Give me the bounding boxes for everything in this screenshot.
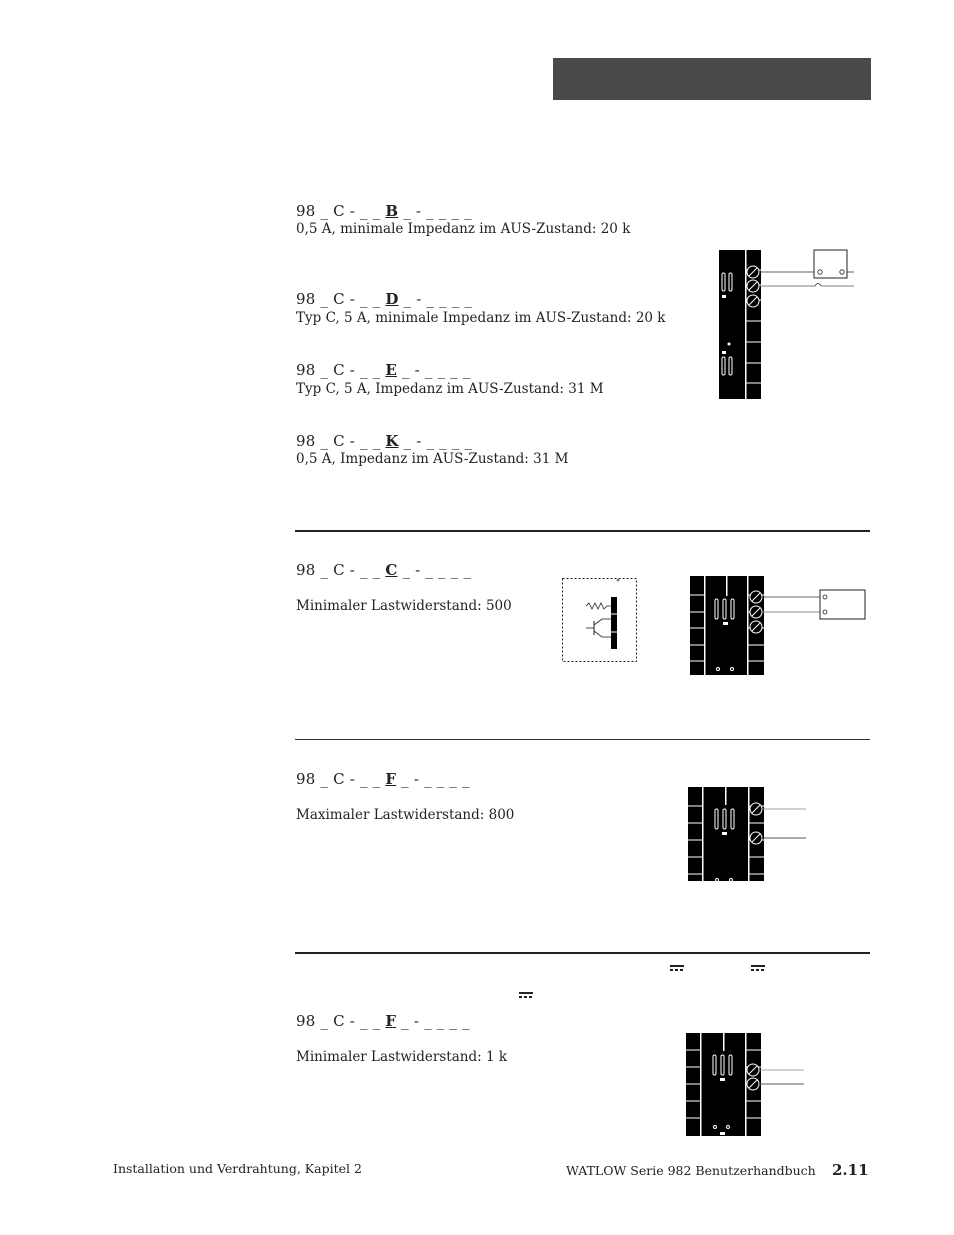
model-code-d: 98 _ C - _ _ D _ - _ _ _ _ xyxy=(296,290,473,308)
model-code-c: 98 _ C - _ _ C _ - _ _ _ _ xyxy=(296,561,472,579)
model-code-f-2: 98 _ C - _ _ F _ - _ _ _ _ xyxy=(296,1012,470,1030)
section-divider xyxy=(295,739,870,740)
desc-f-1: Maximaler Lastwiderstand: 800 xyxy=(296,807,515,823)
footer-chapter: Installation und Verdrahtung, Kapitel 2 xyxy=(113,1161,362,1176)
desc-e: Typ C, 5 A, Impedanz im AUS-Zustand: 31 M xyxy=(296,381,604,397)
wiring-diagram-relay xyxy=(715,248,860,403)
model-code-k: 98 _ C - _ _ K _ - _ _ _ _ xyxy=(296,432,473,450)
footer-manual-title: WATLOW Serie 982 Benutzerhandbuch xyxy=(566,1163,816,1178)
desc-b: 0,5 A, minimale Impedanz im AUS-Zustand: 20 k xyxy=(296,221,631,237)
header-bar xyxy=(553,58,871,100)
model-code-e: 98 _ C - _ _ E _ - _ _ _ _ xyxy=(296,361,471,379)
wiring-diagram-process-current xyxy=(687,786,812,882)
dc-symbol-icon xyxy=(670,965,684,973)
section-divider xyxy=(295,530,870,532)
dc-symbol-icon xyxy=(751,965,765,973)
desc-k: 0,5 A, Impedanz im AUS-Zustand: 31 M xyxy=(296,451,569,467)
section-divider xyxy=(295,952,870,954)
model-code-f-1: 98 _ C - _ _ F _ - _ _ _ _ xyxy=(296,770,470,788)
internal-circuit-diagram xyxy=(562,577,638,663)
desc-d: Typ C, 5 A, minimale Impedanz im AUS-Zustand: 20 k xyxy=(296,310,666,326)
wiring-diagram-process-voltage xyxy=(685,1032,810,1138)
dc-symbol-icon xyxy=(519,992,533,1000)
desc-f-2: Minimaler Lastwiderstand: 1 k xyxy=(296,1049,508,1065)
wiring-diagram-solid-state xyxy=(688,575,870,677)
model-code-b: 98 _ C - _ _ B _ - _ _ _ _ xyxy=(296,202,472,220)
desc-c: Minimaler Lastwiderstand: 500 xyxy=(296,598,512,614)
page-number: 2.11 xyxy=(832,1161,869,1179)
